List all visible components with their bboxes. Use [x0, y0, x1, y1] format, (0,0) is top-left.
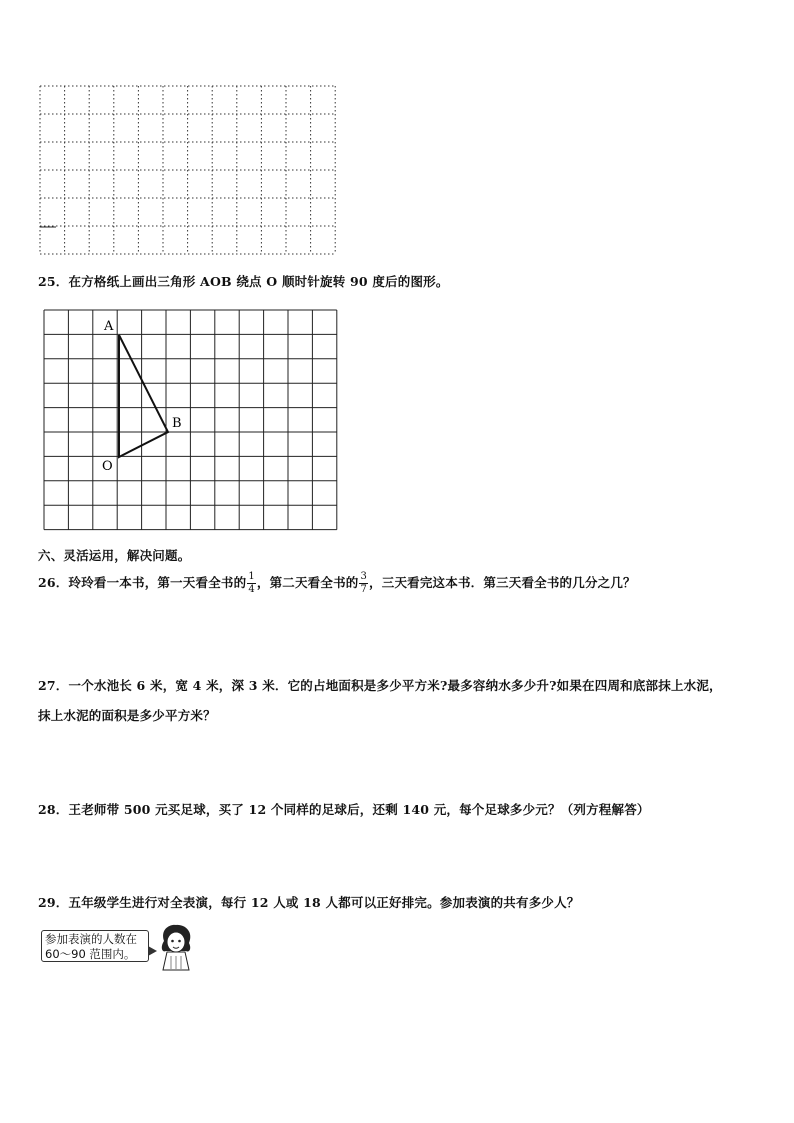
question-number: 27．: [38, 678, 69, 693]
fraction-denominator: 4: [248, 584, 255, 595]
question-text: 在方格纸上画出三角形 AOB 绕点 O 顺时针旋转 90 度后的图形。: [68, 274, 449, 289]
girl-illustration: [156, 923, 196, 971]
question-number: 25．: [38, 274, 69, 289]
point-label-o: O: [102, 459, 113, 474]
question-25: [38, 272, 449, 290]
fraction-one-quarter: [247, 572, 256, 595]
question-text-part3: ，三天看完这本书．第三天看全书的几分之几？: [369, 575, 636, 590]
point-label-a: A: [104, 319, 114, 334]
fraction-numerator: 1: [248, 571, 255, 582]
question-26: [38, 572, 636, 595]
bubble-line-2: 60～90 范围内。: [45, 947, 136, 961]
question-text: 一个水池长 6 米，宽 4 米，深 3 米．它的占地面积是多少平方米?最多容纳水多少升?如果在四周和底部抹上水泥，: [68, 678, 722, 693]
question-28: [38, 800, 650, 818]
fraction-three-sevenths: [359, 572, 368, 595]
section-6-title: 六、灵活运用，解决问题。: [38, 548, 191, 563]
hint-speech-bubble: [41, 930, 149, 962]
fraction-numerator: 3: [360, 571, 368, 582]
question-text: 五年级学生进行对全表演，每行 12 人或 18 人都可以正好排完。参加表演的共有多少人？: [68, 895, 580, 910]
question-text-part1: 玲玲看一本书，第一天看全书的: [68, 575, 247, 590]
point-label-b: B: [172, 416, 182, 431]
rotation-grid-figure: [44, 310, 344, 535]
question-number: 28．: [38, 802, 69, 817]
question-27-line1: [38, 676, 722, 694]
question-text-part2: ，第二天看全书的: [256, 575, 359, 590]
fraction-denominator: 7: [360, 584, 368, 595]
question-27-line2: 抹上水泥的面积是多少平方米？: [38, 708, 216, 723]
question-number: 29．: [38, 895, 69, 910]
triangle-aob: [119, 335, 168, 457]
question-29: [38, 893, 580, 911]
dotted-answer-grid: [38, 86, 338, 256]
bubble-line-1: 参加表演的人数在: [45, 932, 137, 946]
question-number: 26．: [38, 575, 69, 590]
question-text: 王老师带 500 元买足球，买了 12 个同样的足球后，还剩 140 元，每个足球多少元？（列方程解答）: [68, 802, 650, 817]
